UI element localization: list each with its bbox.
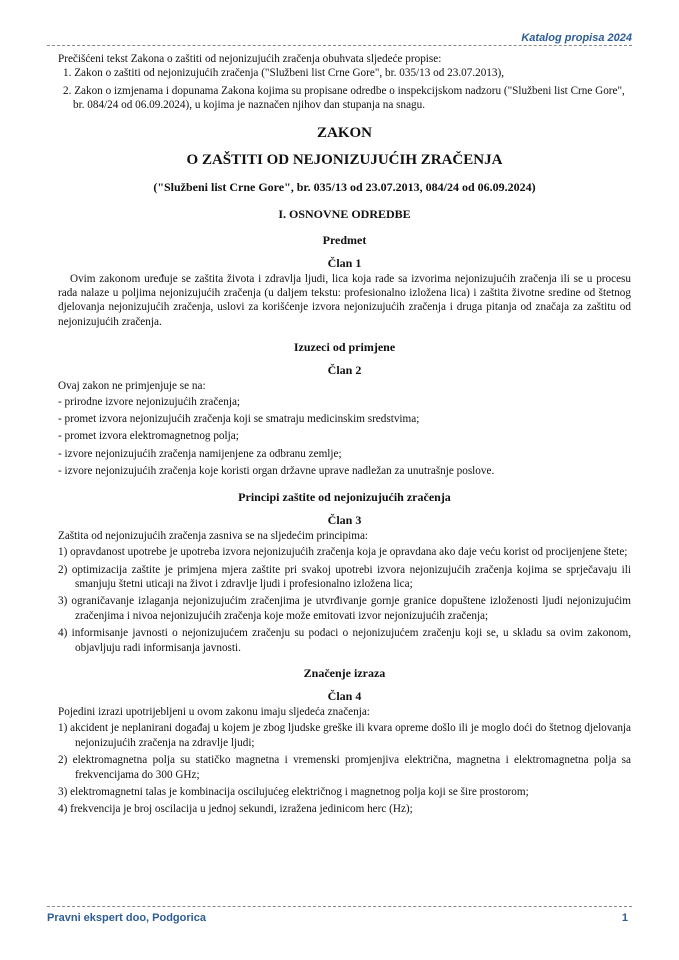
article-lead: Pojedini izrazi upotrijebljeni u ovom zakonu imaju sljedeća značenja: bbox=[58, 705, 370, 718]
list-item: - izvore nejonizujućih zračenja namijenjene za odbranu zemlje; bbox=[58, 447, 342, 460]
article-lead: Zaštita od nejonizujućih zračenja zasniva se na sljedećim principima: bbox=[58, 529, 369, 542]
intro-item: 1. Zakon o zaštiti od nejonizujućih zračenja ("Službeni list Crne Gore", br. 035/13 od 23.07.2013), bbox=[63, 67, 504, 80]
header-divider bbox=[47, 45, 632, 46]
list-item: 1) akcident je neplanirani događaj u kojem je zbog ljudske greške ili kvara opreme došlo ili je moglo doći do štetnog djelovanja nejonizujućih zračenja na zdravlje ljudi; bbox=[58, 722, 631, 749]
section-heading: Predmet bbox=[322, 232, 367, 247]
list-item: - promet izvora nejonizujućih zračenja koji se smatraju medicinskim sredstvima; bbox=[58, 413, 420, 426]
document-body bbox=[58, 52, 631, 817]
intro-item: 2. Zakon o izmjenama i dopunama Zakona kojima su propisane odredbe o inspekcijskom nadzoru ("Službeni list Crne Gore", br. 084/24 od 06.09.2024), u kojima je naznačen njihov dan stupanja na snagu. bbox=[63, 84, 625, 112]
part-heading: I. OSNOVNE ODREDBE bbox=[278, 206, 411, 221]
article-heading: Član 2 bbox=[327, 363, 362, 378]
publication-reference: ("Službeni list Crne Gore", br. 035/13 od 23.07.2013, 084/24 od 06.09.2024) bbox=[153, 179, 536, 194]
section-heading: Izuzeci od primjene bbox=[293, 340, 396, 355]
article-heading: Član 4 bbox=[327, 688, 362, 703]
list-item: 3) ograničavanje izlaganja nejonizujućim zračenjima je utvrđivanje gornje granice dopuštene izloženosti ljudi nejonizujućim zračenjima i nivoa nejonizujućih zračenja koje može emitovati izvor nejonizujućih zračenja; bbox=[58, 595, 631, 622]
law-title: ZAKON bbox=[316, 124, 372, 141]
list-item: 4) frekvencija je broj oscilacija u jednoj sekundi, izražena jedinicom herc (Hz); bbox=[58, 803, 413, 816]
list-item: - promet izvora elektromagnetnog polja; bbox=[58, 430, 239, 443]
catalog-header: Katalog propisa 2024 bbox=[521, 32, 632, 44]
list-item: 1) opravdanost upotrebe je upotreba izvora nejonizujućih zračenja koja je opravdana ako daje veću korist od procijenjene štete; bbox=[58, 546, 628, 559]
section-heading: Značenje izraza bbox=[303, 665, 386, 680]
article-heading: Član 3 bbox=[327, 512, 362, 527]
page-number: 1 bbox=[621, 912, 628, 924]
list-item: 2) optimizacija zaštite je primjena mjera zaštite pri svakoj upotrebi izvora nejonizujućih zračenja kojima se sprječavaju ili smanjuju štetni uticaji na život i zdravlje ljudi i profesionalno izložena lica; bbox=[58, 563, 631, 590]
list-item: - izvore nejonizujućih zračenja koje koristi organ državne uprave nadležan za unutrašnje poslove. bbox=[58, 465, 495, 478]
footer-divider bbox=[47, 906, 632, 907]
list-item: - prirodne izvore nejonizujućih zračenja; bbox=[58, 395, 241, 408]
list-item: 2) elektromagnetna polja su statičko magnetna i vremenski promjenjiva električna, magnetna i elektromagnetna polja sa frekvencijama do 300 GHz; bbox=[58, 754, 631, 781]
publisher-footer: Pravni ekspert doo, Podgorica bbox=[47, 912, 206, 924]
intro-lead: Prečišćeni tekst Zakona o zaštiti od nejonizujućih zračenja obuhvata sljedeće propise: bbox=[58, 53, 442, 65]
list-item: 3) elektromagnetni talas je kombinacija oscilujućeg električnog i magnetnog polja koji se šire prostorom; bbox=[58, 785, 529, 798]
article-lead: Ovaj zakon ne primjenjuje se na: bbox=[58, 380, 206, 393]
list-item: 4) informisanje javnosti o nejonizujućem zračenju su podaci o nejonizujućem zračenju koji se, u skladu sa ovim zakonom, objavljuju radi informisanja javnosti. bbox=[58, 627, 631, 654]
law-subtitle: O ZAŠTITI OD NEJONIZUJUĆIH ZRAČENJA bbox=[186, 151, 503, 168]
section-heading: Principi zaštite od nejonizujućih zračenja bbox=[238, 489, 451, 504]
article-text: Ovim zakonom uređuje se zaštita života i zdravlja ljudi, lica koja rade sa izvorima nejonizujućih zračenja ili se u procesu rada nalaze u poljima nejonizujućih zračenja (u daljem tekstu: profesionalno izložena lica) i zaštita životne sredine od štetnog djelovanja nejonizujućih zračenja, uslovi za korišćenje izvora nejonizujućih zračenja i druga pitanja od značaja za zaštitu od nejonizujućih zračenja. bbox=[58, 272, 631, 328]
article-heading: Član 1 bbox=[327, 255, 362, 270]
